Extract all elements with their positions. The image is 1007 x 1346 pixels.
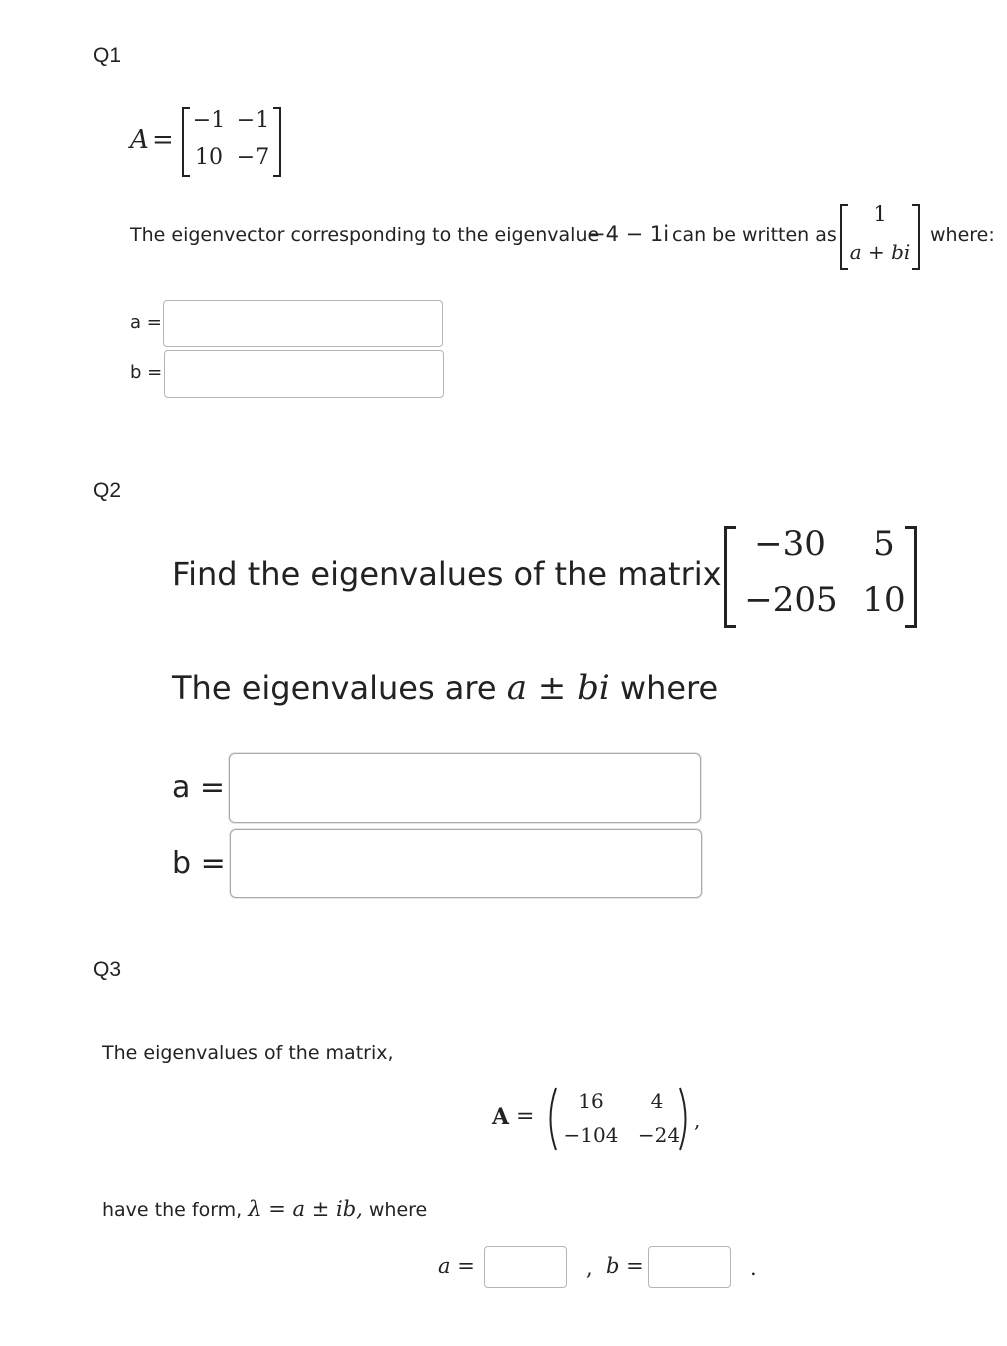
q1-label: Q1 [93,44,122,67]
q1-matrix-name: A [130,125,149,155]
q3-matrix-cell: 4 [650,1089,664,1113]
q3-b-input[interactable] [648,1246,731,1288]
q1-text-before: The eigenvector corresponding to the eigenvalue [130,224,600,246]
q3-period: . [750,1256,757,1280]
q1-matrix-cell: −1 [192,108,226,133]
q2-form-before: The eigenvalues are [172,669,497,707]
q1-eigenvalue: −4 − 1i [588,222,670,246]
q2-matrix-cell: 10 [862,580,906,620]
q2-bracket-left [724,526,736,628]
q2-b-input[interactable] [230,829,702,898]
q2-form-math: a ± bi [506,668,610,708]
q3-a-input[interactable] [484,1246,567,1288]
q2-matrix-cell: −205 [744,580,838,620]
q1-a-label: a = [130,312,162,333]
q3-matrix-name: A [492,1104,510,1130]
q3-form-line [102,1197,427,1221]
q2-prompt: Find the eigenvalues of the matrix [172,555,722,593]
q2-form-after: where [619,669,719,707]
q3-equals-sign: = [516,1104,535,1129]
q1-equals-sign: = [152,125,174,155]
q3-form-after: where [368,1199,428,1221]
q3-trailing-comma: , [694,1108,701,1132]
q1-matrix-cell: 10 [195,145,223,170]
q2-matrix [722,524,922,628]
q3-b-label: b = [606,1254,644,1278]
q3-form-text: have the form, [102,1199,243,1221]
q1-b-label: b = [130,362,163,383]
q3-matrix-cell: −104 [563,1123,619,1147]
q1-matrix-equation [130,105,290,177]
q1-bracket-right [273,107,281,177]
q3-matrix-cell: 16 [578,1089,604,1113]
q2-form-line [172,668,718,708]
q1-text-middle: can be written as [672,224,837,246]
q1-matrix-cell: −1 [236,108,270,133]
q1-bracket-left [182,107,190,177]
q1-matrix-cell: −7 [236,145,270,170]
q2-matrix-cell: 5 [873,524,895,564]
q1-vector-bottom: a + bi [849,240,911,264]
q2-b-label: b = [172,846,226,881]
q2-a-input[interactable] [229,753,701,823]
q3-a-label: a = [438,1254,475,1278]
q3-separator: , [586,1256,593,1280]
q2-a-label: a = [172,770,226,805]
q1-a-input[interactable] [163,300,443,347]
q2-label: Q2 [93,479,122,502]
q1-b-input[interactable] [164,350,444,398]
q3-intro: The eigenvalues of the matrix, [102,1042,394,1064]
q1-text-after: where: [930,224,995,246]
q2-matrix-cell: −30 [754,524,826,564]
q3-matrix-cell: −24 [637,1123,681,1147]
q3-form-math: λ = a ± ib, [248,1197,363,1221]
q3-label: Q3 [93,958,122,981]
q3-matrix-equation [492,1086,722,1152]
q1-vector-top: 1 [873,202,887,226]
q1-eigenvector [840,202,924,270]
